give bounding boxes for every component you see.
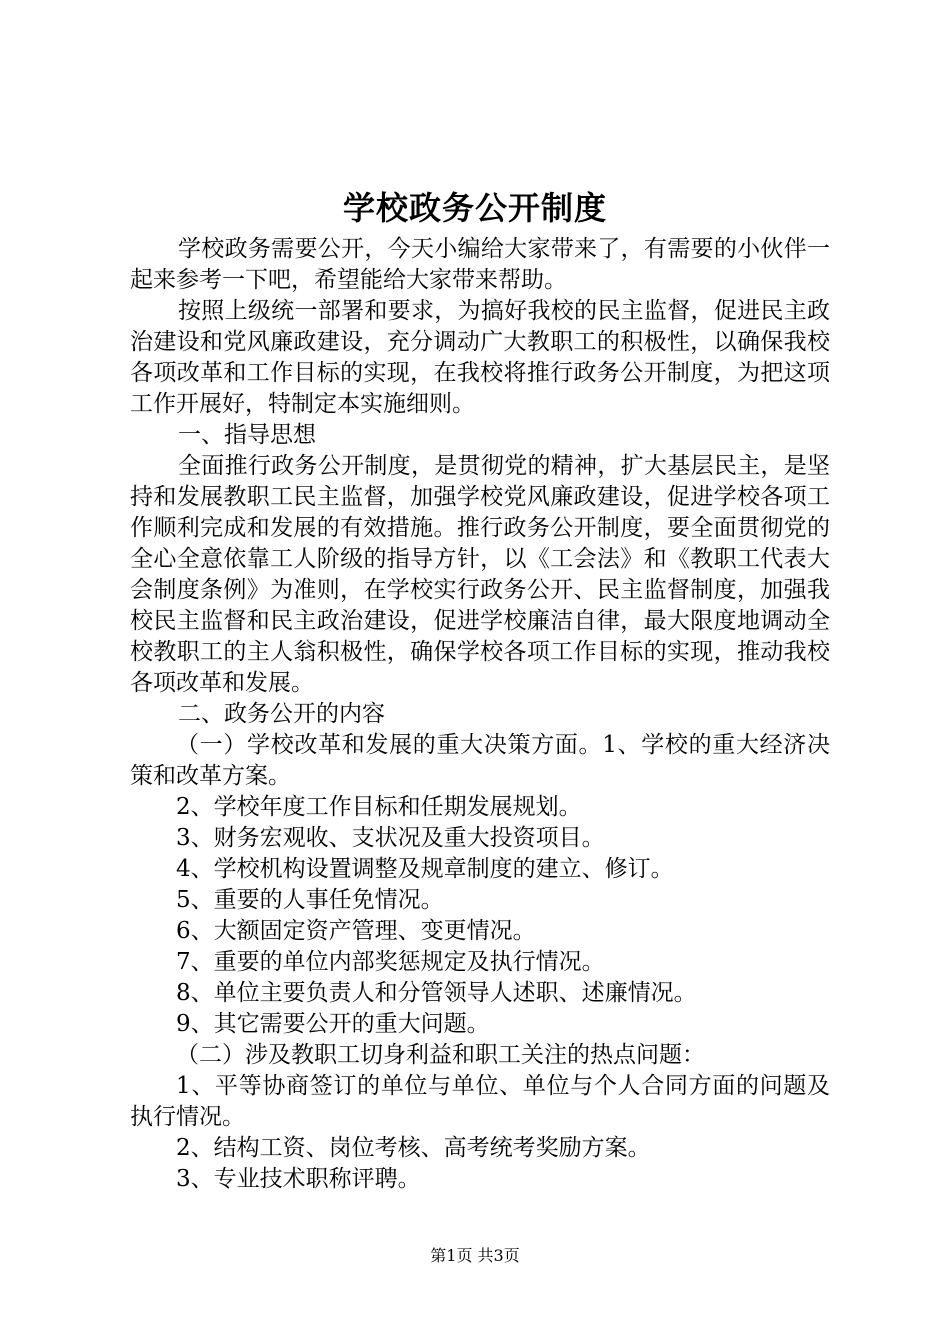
document-body [130,234,830,1195]
list-item: 2、学校年度工作目标和任期发展规划。 [176,794,582,820]
paragraph-background: 按照上级统一部署和要求，为搞好我校的民主监督，促进民主政治建设和党风廉政建设，充分调动广大教职工的积极性，以确保我校各项改革和工作目标的实现，在我校将推行政务公开制度，为把这项工作开展好，特制定本实施细则。 [130,298,830,417]
list-item: 9、其它需要公开的重大问题。 [176,1011,490,1037]
list-item: 8、单位主要负责人和分管领导人述职、述廉情况。 [176,980,697,1006]
paragraph-intro: 学校政务需要公开，今天小编给大家带来了，有需要的小伙伴一起来参考一下吧，希望能给大家带来帮助。 [130,236,830,293]
paragraph-guiding-ideology: 全面推行政务公开制度，是贯彻党的精神，扩大基层民主，是坚持和发展教职工民主监督，加强学校党风廉政建设，促进学校各项工作顺利完成和发展的有效措施。推行政务公开制度，要全面贯彻党的全心全意依靠工人阶级的指导方针，以《工会法》和《教职工代表大会制度条例》为准则，在学校实行政务公开、民主监督制度，加强我校民主监督和民主政治建设，促进学校廉洁自律，最大限度地调动全校教职工的主人翁积极性，确保学校各项工作目标的实现，推动我校各项改革和发展。 [130,453,830,696]
document-title: 学校政务公开制度 [342,189,607,227]
list-item: 6、大额固定资产管理、变更情况。 [176,918,536,944]
list-item: 3、财务宏观收、支状况及重大投资项目。 [176,825,605,851]
subsection-staff-interests: （二）涉及教职工切身利益和职工关注的热点问题： [176,1042,705,1068]
section-heading-guiding-ideology: 一、指导思想 [178,422,316,448]
section-heading-contents: 二、政务公开的内容 [178,701,385,727]
list-item: 3、专业技术职称评聘。 [176,1166,421,1192]
list-item: 7、重要的单位内部奖惩规定及执行情况。 [176,949,605,975]
list-item: 2、结构工资、岗位考核、高考统考奖励方案。 [176,1135,651,1161]
list-item: 5、重要的人事任免情况。 [176,887,444,913]
list-item: 1、平等协商签订的单位与单位、单位与个人合同方面的问题及执行情况。 [130,1073,830,1130]
page-number-footer: 第1页 共3页 [430,1246,520,1265]
subsection-major-decisions: （一）学校改革和发展的重大决策方面。1、学校的重大经济决策和改革方案。 [130,732,830,789]
list-item: 4、学校机构设置调整及规章制度的建立、修订。 [176,856,674,882]
